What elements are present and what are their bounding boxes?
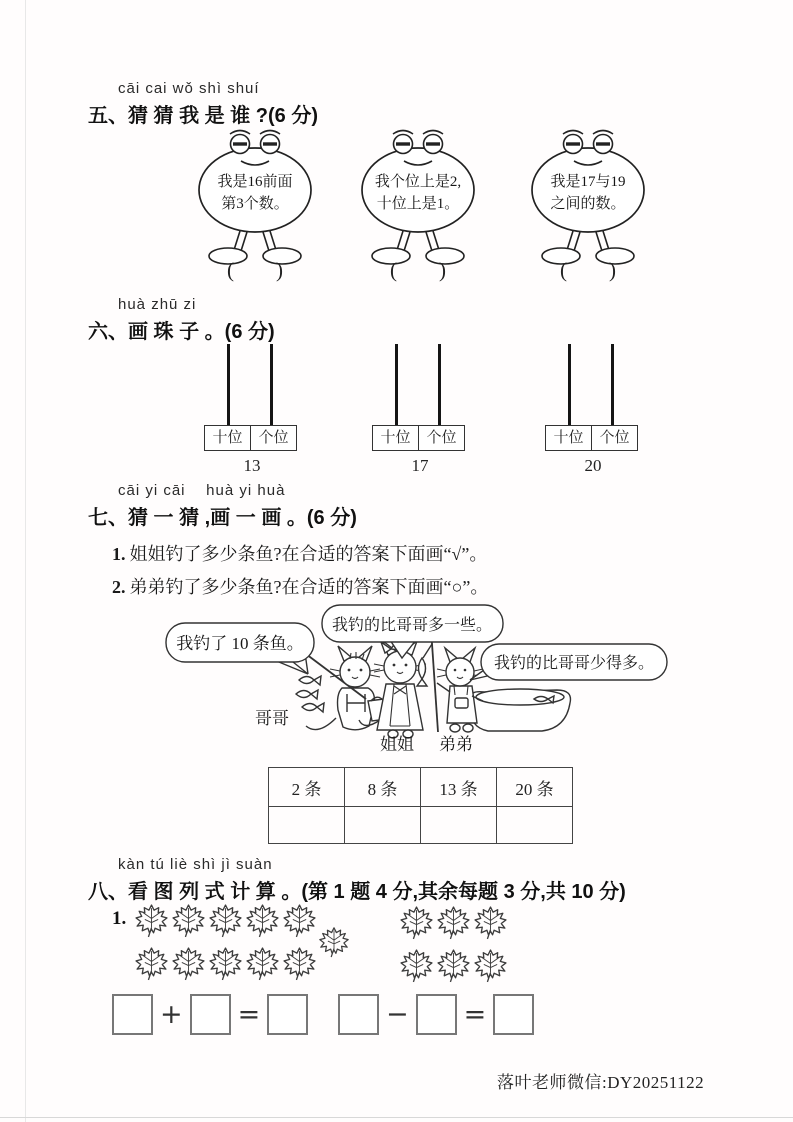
stand-number: 20: [584, 456, 602, 475]
maple-leaf-icon: [281, 945, 318, 982]
ones-label: 个位: [599, 430, 630, 446]
leaf-group-left: [133, 902, 318, 988]
tens-label: 十位: [546, 426, 592, 450]
stand-number: 13: [243, 456, 261, 475]
option-cell: 13 条: [421, 768, 497, 807]
maple-leaf-icon: [244, 902, 281, 939]
frog-icon: [190, 128, 320, 268]
section6-pinyin: huà zhū zi: [118, 296, 197, 313]
frog-icon: [523, 128, 653, 268]
answer-cell: [497, 807, 573, 844]
leaf-row: [133, 902, 318, 939]
equation-blank-box: [267, 994, 308, 1035]
brother-label: 哥哥: [255, 709, 289, 728]
leaf-row: [398, 947, 509, 984]
frog-text-line1: 我是16前面: [217, 174, 293, 190]
frog-text-line1: 我是17与19: [550, 174, 626, 190]
minus-sign: −: [386, 999, 409, 1030]
equals-sign: =: [237, 999, 261, 1030]
section5-title: 五、猜 猜 我 是 谁 ?(6 分): [88, 105, 318, 127]
maple-leaf-icon: [207, 945, 244, 982]
place-value-box: [372, 425, 465, 451]
question-1-text: 姐姐钓了多少条鱼?在合适的答案下面画“√”。: [129, 544, 488, 564]
section7-title: 七、猜 一 猜 ,画 一 画 。(6 分): [88, 507, 357, 529]
tens-rod: [395, 344, 398, 425]
tens-label: 十位: [205, 426, 251, 450]
problem-1-number: 1.: [112, 908, 127, 929]
frog-text-line2: 十位上是1。: [376, 196, 460, 212]
frog-text-line2: 之间的数。: [550, 196, 626, 212]
maple-leaf-icon: [170, 945, 207, 982]
frog-figure-3: [523, 128, 653, 273]
ones-rod: [438, 344, 441, 425]
younger-label: 弟弟: [439, 735, 473, 754]
answer-cell: [269, 807, 345, 844]
maple-leaf-icon: [472, 904, 509, 941]
stand-number: 17: [411, 456, 429, 475]
scan-artifact-line: [0, 1117, 793, 1118]
section8-pinyin: kàn tú liè shì jì suàn: [118, 856, 273, 873]
place-value-box: [545, 425, 638, 451]
question-2-text: 弟弟钓了多少条鱼?在合适的答案下面画“○”。: [129, 577, 489, 597]
tens-rod: [568, 344, 571, 425]
frog-figure-2: [353, 128, 483, 273]
maple-leaf-icon: [398, 904, 435, 941]
question-2-number: 2.: [112, 577, 126, 597]
maple-leaf-icon: [435, 947, 472, 984]
frog-text-line2: 第3个数。: [221, 196, 289, 212]
equation-blank-box: [493, 994, 534, 1035]
equation-blank-box: [112, 994, 153, 1035]
subtraction-equation: [338, 994, 534, 1035]
ones-rod: [611, 344, 614, 425]
maple-leaf-icon: [317, 925, 351, 959]
answer-options-table: [268, 767, 573, 844]
maple-leaf-icon: [133, 902, 170, 939]
sister-label: 姐姐: [380, 735, 414, 754]
equation-blank-box: [338, 994, 379, 1035]
cats-fishing-illustration: [150, 600, 670, 760]
answer-cell: [421, 807, 497, 844]
section8-title: 八、看 图 列 式 计 算 。(第 1 题 4 分,其余每题 3 分,共 10 分): [88, 881, 626, 903]
question-2: [112, 573, 488, 599]
answer-brackets: ( ): [560, 258, 616, 282]
tens-rod: [227, 344, 230, 425]
ones-label: 个位: [426, 430, 457, 446]
maple-leaf-icon: [244, 945, 281, 982]
option-cell: 2 条: [269, 768, 345, 807]
maple-leaf-icon: [435, 904, 472, 941]
maple-leaf-icon: [133, 945, 170, 982]
option-cell: 8 条: [345, 768, 421, 807]
ones-rod: [270, 344, 273, 425]
frog-text-line1: 我个位上是2,: [374, 174, 462, 190]
leaf-row: [133, 945, 318, 982]
question-1: [112, 540, 487, 566]
teacher-wechat-watermark: 落叶老师微信:DY20251122: [497, 1073, 705, 1092]
scan-artifact-line: [25, 0, 26, 1122]
maple-leaf-icon: [398, 947, 435, 984]
option-cell: 20 条: [497, 768, 573, 807]
equation-blank-box: [190, 994, 231, 1035]
leaf-extra: [317, 925, 351, 959]
sister-speech-bubble-text: 我钓的比哥哥多一些。: [331, 617, 493, 634]
ones-label: 个位: [258, 430, 289, 446]
answer-brackets: ( ): [390, 258, 446, 282]
brother-speech-bubble-text: 我钓了 10 条鱼。: [176, 634, 304, 653]
frog-figure-1: [190, 128, 320, 273]
maple-leaf-icon: [170, 902, 207, 939]
maple-leaf-icon: [281, 902, 318, 939]
plus-sign: +: [160, 999, 183, 1030]
answer-cell: [345, 807, 421, 844]
tens-label: 十位: [373, 426, 419, 450]
question-1-number: 1.: [112, 544, 126, 564]
equals-sign: =: [463, 999, 487, 1030]
maple-leaf-icon: [207, 902, 244, 939]
leaf-group-right: [398, 904, 509, 990]
frog-icon: [353, 128, 483, 268]
maple-leaf-icon: [472, 947, 509, 984]
answer-brackets: ( ): [227, 258, 283, 282]
younger-speech-bubble-text: 我钓的比哥哥少得多。: [493, 655, 655, 672]
section6-title: 六、画 珠 子 。(6 分): [88, 321, 275, 343]
addition-equation: [112, 994, 308, 1035]
section5-pinyin: cāi cai wǒ shì shuí: [118, 80, 260, 97]
equation-blank-box: [416, 994, 457, 1035]
leaf-row: [398, 904, 509, 941]
section7-pinyin: cāi yi cāi huà yi huà: [118, 482, 286, 499]
place-value-box: [204, 425, 297, 451]
